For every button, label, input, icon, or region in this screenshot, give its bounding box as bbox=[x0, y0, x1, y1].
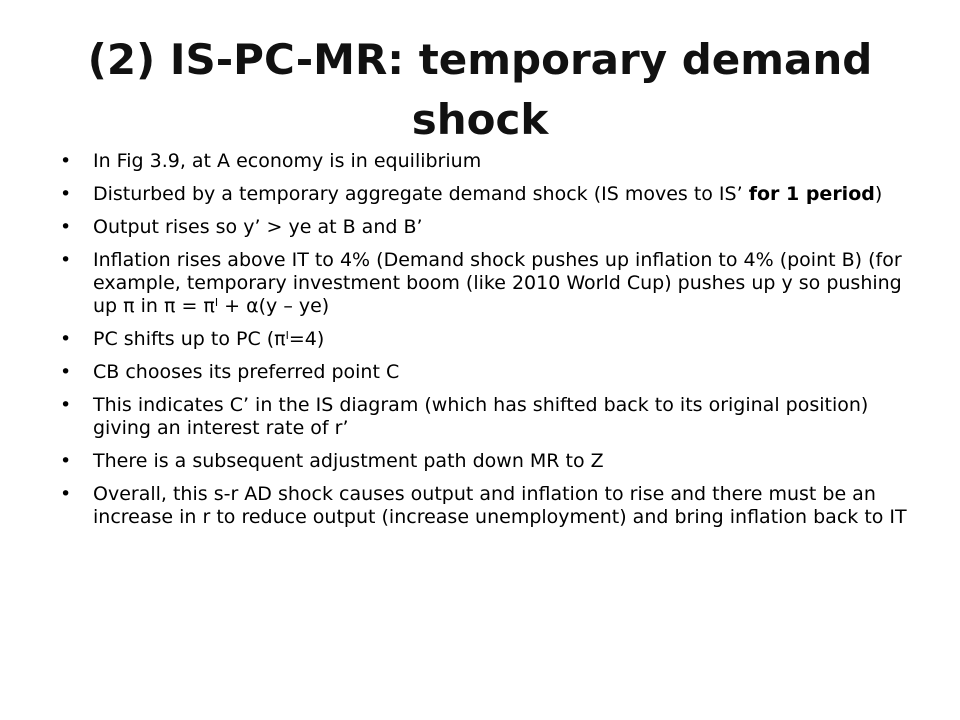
bullet-icon: • bbox=[60, 183, 72, 205]
bullet-text-end: + α(y – ye) bbox=[218, 295, 330, 317]
superscript: I bbox=[214, 296, 219, 309]
bullet-item-inflation-rises bbox=[60, 249, 910, 318]
bullet-icon: • bbox=[60, 249, 72, 271]
bullet-icon: • bbox=[60, 361, 72, 383]
bullet-icon: • bbox=[60, 483, 72, 505]
bullet-icon: • bbox=[60, 328, 72, 350]
bullet-icon: • bbox=[60, 150, 72, 172]
bullet-icon: • bbox=[60, 450, 72, 472]
bullet-text: Overall, this s-r AD shock causes output and inflation to rise and there must be an increase in r to reduce output (increase unemployment) and bring inflation back to IT bbox=[93, 483, 907, 528]
bullet-text: Inflation rises above IT to 4% (Demand shock pushes up inflation to 4% (point B) (for example, temporary investment boom (like 2010 World Cup) pushes up y so pushing up π in π = π bbox=[93, 249, 902, 317]
superscript: I bbox=[285, 329, 289, 342]
slide-title: (2) IS-PC-MR: temporary demand shock bbox=[87, 35, 873, 144]
bullet-text: Disturbed by a temporary aggregate demand shock (IS moves to IS’ bbox=[93, 183, 749, 205]
bullet-icon: • bbox=[60, 216, 72, 238]
bullet-icon: • bbox=[60, 394, 72, 416]
bullet-text: CB chooses its preferred point C bbox=[93, 361, 400, 383]
bullet-item-output-rises bbox=[60, 216, 910, 239]
bullet-item-overall bbox=[60, 483, 910, 529]
bullet-item-is-diagram bbox=[60, 394, 910, 440]
bullet-item-cb-chooses bbox=[60, 361, 910, 384]
bullet-item-adjustment-path bbox=[60, 450, 910, 473]
bullet-text-end: =4) bbox=[288, 328, 325, 350]
bullet-text: PC shifts up to PC (π bbox=[93, 328, 286, 350]
bullet-item-equilibrium bbox=[60, 150, 910, 173]
bullet-list bbox=[60, 150, 910, 539]
bullet-item-pc-shift bbox=[60, 328, 910, 351]
bullet-text-end: ) bbox=[874, 183, 883, 205]
bullet-text: In Fig 3.9, at A economy is in equilibrium bbox=[93, 150, 482, 172]
bullet-emphasis: for 1 period bbox=[748, 183, 875, 205]
bullet-text: There is a subsequent adjustment path down MR to Z bbox=[93, 450, 604, 472]
bullet-item-demand-shock bbox=[60, 183, 910, 206]
bullet-text: This indicates C’ in the IS diagram (which has shifted back to its original position) giving an interest rate of r’ bbox=[93, 394, 869, 439]
bullet-text: Output rises so y’ > ye at B and B’ bbox=[93, 216, 423, 238]
